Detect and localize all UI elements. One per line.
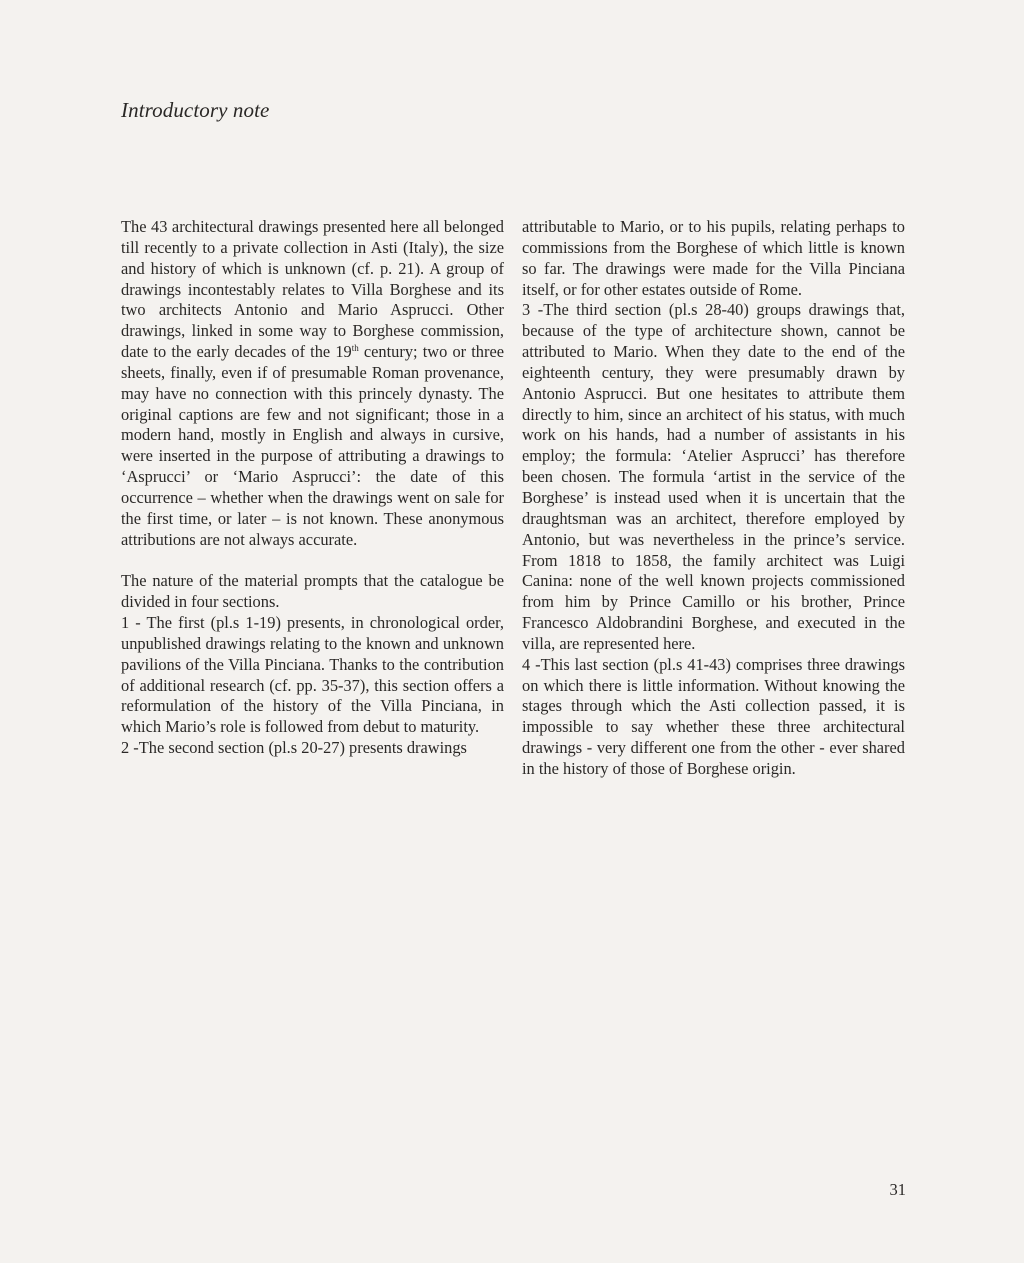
page-title: Introductory note xyxy=(121,98,270,122)
page-number: 31 xyxy=(889,1180,906,1199)
paragraph-section-3: 3 -The third section (pl.s 28-40) groups drawings that, because of the type of architecture shown, cannot be attributed to Mario. When they date to the end of the eighteenth century, they were presumably drawn by Antonio Asprucci. But one hesitates to attribute them directly to him, since an architect of his status, with much work on his hands, had a number of assistants in his employ; the formula: ‘Atelier Asprucci’ has therefore been chosen. The formula ‘artist in the service of the Borghese’ is instead used when it is uncertain that the draughtsman was an architect, therefore employed by Antonio, but was nevertheless in the prince’s service. From 1818 to 1858, the family architect was Luigi Canina: none of the well known projects commissioned from him by Prince Camillo or his brother, Prince Francesco Aldobrandini Borghese, and executed in the villa, are represented here. xyxy=(522,300,905,653)
paragraph-section-4: 4 -This last section (pl.s 41-43) comprises three drawings on which there is little information. Without knowing the stages through which the Asti collection passed, it is impossible to say whether these three architectural drawings - very different one from the other - ever shared in the history of those of Borghese origin. xyxy=(522,654,905,778)
paragraph-intro-text-b: century; two or three sheets, finally, even if of presumable Roman provenance, may have no connection with this princely dynasty. The original captions are few and not significant; those in a modern hand, mostly in English and always in cursive, were inserted in the purpose of attributing a drawings to ‘Asprucci’ or ‘Mario Asprucci’: the date of this occurrence – whether when the drawings went on sale for the first time, or later – is not known. These anonymous attributions are not always accurate. xyxy=(121,342,504,549)
paragraph-section-2-continued: attributable to Mario, or to his pupils, relating perhaps to commissions from the Borghese of which little is known so far. The drawings were made for the Villa Pinciana itself, or for other estates outside of Rome. xyxy=(522,217,905,299)
superscript-th: th xyxy=(351,343,359,354)
left-column xyxy=(121,217,504,759)
paragraph-section-2-start: 2 -The second section (pl.s 20-27) presents drawings xyxy=(121,738,467,758)
right-column xyxy=(522,217,905,780)
paragraph-section-1: 1 - The first (pl.s 1-19) presents, in chronological order, unpublished drawings relating to the known and unknown pavilions of the Villa Pinciana. Thanks to the contribution of additional research (cf. pp. 35-37), this section offers a reformulation of the history of the Villa Pinciana, in which Mario’s role is followed from debut to maturity. xyxy=(121,613,504,737)
paragraph-intro-text-a: The 43 architectural drawings presented here all belonged till recently to a private collection in Asti (Italy), the size and history of which is unknown (cf. p. 21). A group of drawings incontestably relates to Villa Borghese and its two architects Antonio and Mario Asprucci. Other drawings, linked in some way to Borghese commission, date to the early decades of the 19 xyxy=(121,217,504,362)
paragraph-catalogue-division: The nature of the material prompts that the catalogue be divided in four sections. xyxy=(121,571,504,612)
paragraph-intro xyxy=(121,217,504,551)
